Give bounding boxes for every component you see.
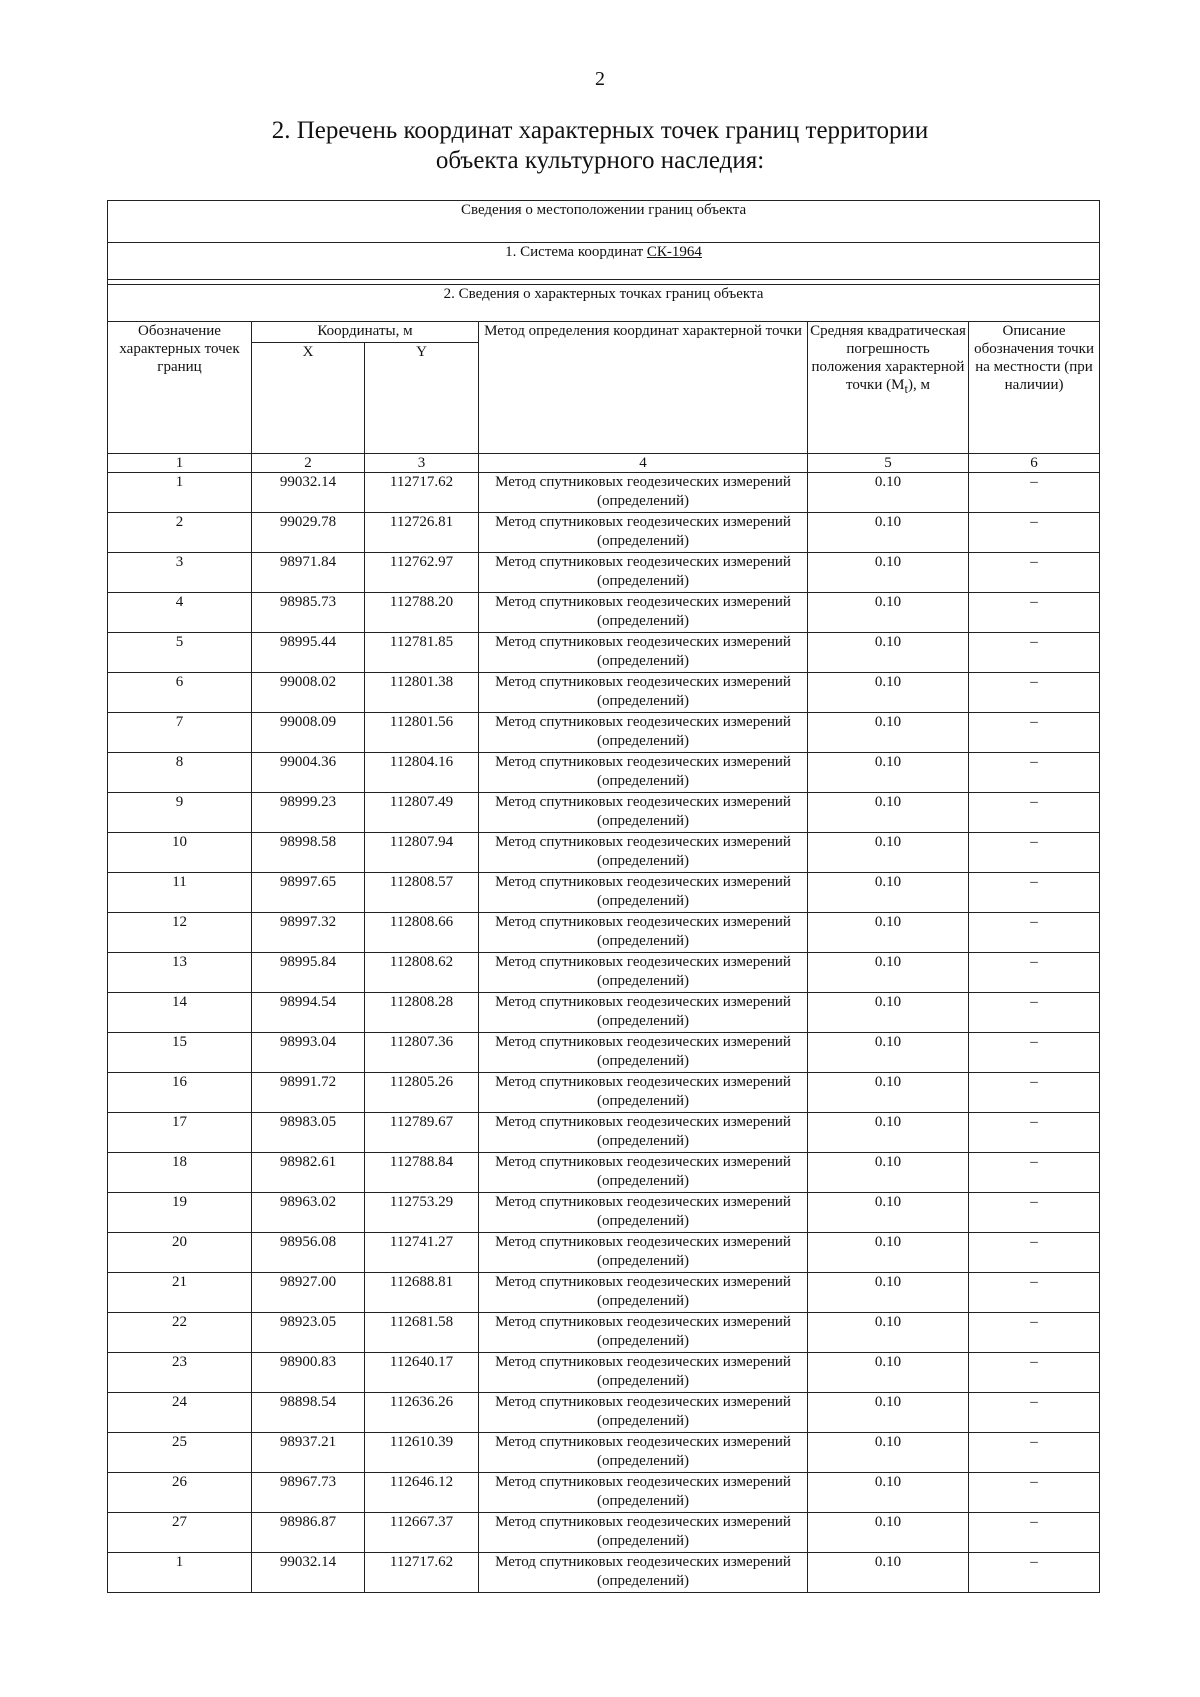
description-cell: – [969,553,1100,593]
accuracy-cell: 0.10 [808,1153,969,1193]
header-designation: Обозначение характерных точек границ [108,322,252,454]
method-cell: Метод спутниковых геодезических измерений (определений) [479,713,808,753]
coordinate-y: 112636.26 [365,1393,479,1433]
table-row [108,1473,1100,1513]
description-cell: – [969,1553,1100,1593]
page-number: 2 [595,68,605,90]
accuracy-cell: 0.10 [808,673,969,713]
accuracy-cell: 0.10 [808,1033,969,1073]
point-number: 4 [108,593,252,633]
table-row [108,593,1100,633]
point-number: 10 [108,833,252,873]
coordinate-x: 98998.58 [252,833,365,873]
table-row [108,1233,1100,1273]
accuracy-cell: 0.10 [808,553,969,593]
accuracy-cell: 0.10 [808,713,969,753]
coordinate-x: 99029.78 [252,513,365,553]
method-cell: Метод спутниковых геодезических измерений (определений) [479,873,808,913]
description-cell: – [969,793,1100,833]
coordinate-y: 112804.16 [365,753,479,793]
point-number: 16 [108,1073,252,1113]
accuracy-cell: 0.10 [808,1433,969,1473]
accuracy-cell: 0.10 [808,1513,969,1553]
column-number: 6 [969,454,1100,473]
point-number: 1 [108,1553,252,1593]
description-cell: – [969,713,1100,753]
coordinate-y: 112788.84 [365,1153,479,1193]
coordinate-y: 112807.36 [365,1033,479,1073]
document-title-line-2: объекта культурного наследия: [435,147,765,174]
method-cell: Метод спутниковых геодезических измерений (определений) [479,1153,808,1193]
method-cell: Метод спутниковых геодезических измерений (определений) [479,1033,808,1073]
table-row [108,673,1100,713]
point-number: 13 [108,953,252,993]
coordinate-y: 112805.26 [365,1073,479,1113]
table-row [108,1553,1100,1593]
header-y: Y [365,343,479,454]
method-cell: Метод спутниковых геодезических измерений (определений) [479,953,808,993]
coordinate-x: 99032.14 [252,1553,365,1593]
description-cell: – [969,753,1100,793]
coordinate-system-label: 1. Система координат [505,244,647,260]
coordinates-table-body [108,201,1100,1593]
accuracy-cell: 0.10 [808,1193,969,1233]
description-cell: – [969,1193,1100,1233]
table-row [108,513,1100,553]
boundary-points-info: 2. Сведения о характерных точках границ объекта [108,285,1100,322]
description-cell: – [969,633,1100,673]
accuracy-cell: 0.10 [808,753,969,793]
coordinate-x: 99004.36 [252,753,365,793]
coordinates-table [107,200,1100,1593]
method-cell: Метод спутниковых геодезических измерений (определений) [479,1073,808,1113]
table-row [108,993,1100,1033]
method-cell: Метод спутниковых геодезических измерений (определений) [479,1393,808,1433]
column-number: 2 [252,454,365,473]
coordinate-system-row [108,243,1100,280]
accuracy-cell: 0.10 [808,1313,969,1353]
point-number: 3 [108,553,252,593]
accuracy-cell: 0.10 [808,1273,969,1313]
accuracy-cell: 0.10 [808,913,969,953]
accuracy-cell: 0.10 [808,1553,969,1593]
coordinate-y: 112781.85 [365,633,479,673]
document-title [0,116,1200,176]
table-row [108,1073,1100,1113]
coordinate-y: 112741.27 [365,1233,479,1273]
header-method: Метод определения координат характерной точки [479,322,808,454]
method-cell: Метод спутниковых геодезических измерений (определений) [479,593,808,633]
table-row [108,753,1100,793]
accuracy-cell: 0.10 [808,793,969,833]
coordinate-y: 112640.17 [365,1353,479,1393]
method-cell: Метод спутниковых геодезических измерений (определений) [479,633,808,673]
table-row [108,1153,1100,1193]
description-cell: – [969,673,1100,713]
method-cell: Метод спутниковых геодезических измерений (определений) [479,1233,808,1273]
coordinate-y: 112808.62 [365,953,479,993]
description-cell: – [969,1273,1100,1313]
accuracy-cell: 0.10 [808,513,969,553]
point-number: 18 [108,1153,252,1193]
point-number: 19 [108,1193,252,1233]
point-number: 22 [108,1313,252,1353]
table-row [108,473,1100,513]
accuracy-cell: 0.10 [808,633,969,673]
table-row [108,1353,1100,1393]
method-cell: Метод спутниковых геодезических измерений (определений) [479,1353,808,1393]
coordinate-y: 112808.66 [365,913,479,953]
coordinate-x: 98898.54 [252,1393,365,1433]
coordinate-y: 112717.62 [365,1553,479,1593]
description-cell: – [969,1353,1100,1393]
method-cell: Метод спутниковых геодезических измерений (определений) [479,1273,808,1313]
accuracy-cell: 0.10 [808,873,969,913]
coordinate-y: 112726.81 [365,513,479,553]
coordinate-y: 112808.57 [365,873,479,913]
point-number: 14 [108,993,252,1033]
coordinate-x: 98967.73 [252,1473,365,1513]
accuracy-cell: 0.10 [808,1113,969,1153]
accuracy-cell: 0.10 [808,953,969,993]
method-cell: Метод спутниковых геодезических измерений (определений) [479,993,808,1033]
coordinate-x: 99032.14 [252,473,365,513]
description-cell: – [969,993,1100,1033]
accuracy-cell: 0.10 [808,593,969,633]
coordinate-x: 98983.05 [252,1113,365,1153]
coordinate-y: 112788.20 [365,593,479,633]
point-number: 9 [108,793,252,833]
method-cell: Метод спутниковых геодезических измерений (определений) [479,673,808,713]
object-location-header: Сведения о местоположении границ объекта [108,201,1100,243]
header-x: X [252,343,365,454]
coordinate-y: 112717.62 [365,473,479,513]
method-cell: Метод спутниковых геодезических измерений (определений) [479,473,808,513]
table-row [108,873,1100,913]
table-row [108,793,1100,833]
coordinate-x: 98971.84 [252,553,365,593]
method-cell: Метод спутниковых геодезических измерений (определений) [479,1313,808,1353]
table-row [108,1273,1100,1313]
accuracy-cell: 0.10 [808,1233,969,1273]
description-cell: – [969,1073,1100,1113]
coordinate-x: 98900.83 [252,1353,365,1393]
coordinate-x: 98927.00 [252,1273,365,1313]
accuracy-cell: 0.10 [808,993,969,1033]
description-cell: – [969,1153,1100,1193]
coordinate-y: 112801.56 [365,713,479,753]
method-cell: Метод спутниковых геодезических измерений (определений) [479,553,808,593]
method-cell: Метод спутниковых геодезических измерений (определений) [479,793,808,833]
column-number: 3 [365,454,479,473]
table-row [108,1513,1100,1553]
accuracy-cell: 0.10 [808,1353,969,1393]
point-number: 23 [108,1353,252,1393]
point-number: 27 [108,1513,252,1553]
method-cell: Метод спутниковых геодезических измерений (определений) [479,1513,808,1553]
coordinate-x: 98991.72 [252,1073,365,1113]
accuracy-cell: 0.10 [808,1393,969,1433]
coordinate-x: 98993.04 [252,1033,365,1073]
description-cell: – [969,953,1100,993]
point-number: 5 [108,633,252,673]
coordinate-y: 112688.81 [365,1273,479,1313]
coordinate-y: 112646.12 [365,1473,479,1513]
coordinate-x: 98997.32 [252,913,365,953]
coordinate-x: 98985.73 [252,593,365,633]
description-cell: – [969,513,1100,553]
coordinate-y: 112753.29 [365,1193,479,1233]
column-number: 1 [108,454,252,473]
table-row [108,953,1100,993]
description-cell: – [969,473,1100,513]
point-number: 8 [108,753,252,793]
method-cell: Метод спутниковых геодезических измерений (определений) [479,833,808,873]
point-number: 24 [108,1393,252,1433]
table-row [108,713,1100,753]
point-number: 1 [108,473,252,513]
method-cell: Метод спутниковых геодезических измерений (определений) [479,753,808,793]
method-cell: Метод спутниковых геодезических измерений (определений) [479,1433,808,1473]
table-row [108,633,1100,673]
coordinate-y: 112762.97 [365,553,479,593]
point-number: 6 [108,673,252,713]
point-number: 20 [108,1233,252,1273]
coordinate-x: 98986.87 [252,1513,365,1553]
coordinate-y: 112681.58 [365,1313,479,1353]
coordinate-x: 98923.05 [252,1313,365,1353]
column-numbers-row [108,454,1100,473]
point-number: 11 [108,873,252,913]
column-number: 4 [479,454,808,473]
accuracy-cell: 0.10 [808,1473,969,1513]
coordinate-x: 98999.23 [252,793,365,833]
table-row [108,833,1100,873]
table-row [108,1193,1100,1233]
point-number: 26 [108,1473,252,1513]
accuracy-cell: 0.10 [808,1073,969,1113]
description-cell: – [969,1233,1100,1273]
coordinate-x: 99008.02 [252,673,365,713]
coordinate-x: 98995.44 [252,633,365,673]
description-cell: – [969,873,1100,913]
description-cell: – [969,1393,1100,1433]
description-cell: – [969,1033,1100,1073]
method-cell: Метод спутниковых геодезических измерений (определений) [479,1193,808,1233]
description-cell: – [969,1433,1100,1473]
point-number: 12 [108,913,252,953]
coordinate-system-value: СК-1964 [646,244,702,260]
table-row [108,1313,1100,1353]
description-cell: – [969,1513,1100,1553]
accuracy-cell: 0.10 [808,833,969,873]
coordinate-x: 98982.61 [252,1153,365,1193]
description-cell: – [969,833,1100,873]
coordinate-x: 98963.02 [252,1193,365,1233]
table-row [108,913,1100,953]
coordinate-x: 98995.84 [252,953,365,993]
description-cell: – [969,913,1100,953]
description-cell: – [969,593,1100,633]
point-number: 7 [108,713,252,753]
header-description: Описание обозначения точки на местности (при наличии) [969,322,1100,454]
coordinate-y: 112610.39 [365,1433,479,1473]
coordinate-y: 112667.37 [365,1513,479,1553]
point-number: 2 [108,513,252,553]
point-number: 17 [108,1113,252,1153]
coordinate-x: 98956.08 [252,1233,365,1273]
coordinate-y: 112807.49 [365,793,479,833]
coordinate-y: 112801.38 [365,673,479,713]
description-cell: – [969,1313,1100,1353]
accuracy-cell: 0.10 [808,473,969,513]
point-number: 25 [108,1433,252,1473]
document-title-line-1: 2. Перечень координат характерных точек границ территории [271,117,929,144]
coordinate-x: 98937.21 [252,1433,365,1473]
point-number: 21 [108,1273,252,1313]
table-row [108,553,1100,593]
header-accuracy: Средняя квадратическая погрешность положения характерной точки $(M_t)$, м [808,322,969,454]
table-row [108,1033,1100,1073]
point-number: 15 [108,1033,252,1073]
table-row [108,1433,1100,1473]
coordinate-y: 112807.94 [365,833,479,873]
coordinate-x: 98997.65 [252,873,365,913]
method-cell: Метод спутниковых геодезических измерений (определений) [479,513,808,553]
method-cell: Метод спутниковых геодезических измерений (определений) [479,913,808,953]
coordinate-x: 98994.54 [252,993,365,1033]
method-cell: Метод спутниковых геодезических измерений (определений) [479,1473,808,1513]
column-number: 5 [808,454,969,473]
coordinate-x: 99008.09 [252,713,365,753]
method-cell: Метод спутниковых геодезических измерений (определений) [479,1113,808,1153]
table-row [108,1393,1100,1433]
table-row [108,1113,1100,1153]
description-cell: – [969,1473,1100,1513]
coordinate-y: 112789.67 [365,1113,479,1153]
header-coordinates: Координаты, м [252,322,479,343]
method-cell: Метод спутниковых геодезических измерений (определений) [479,1553,808,1593]
description-cell: – [969,1113,1100,1153]
coordinate-y: 112808.28 [365,993,479,1033]
